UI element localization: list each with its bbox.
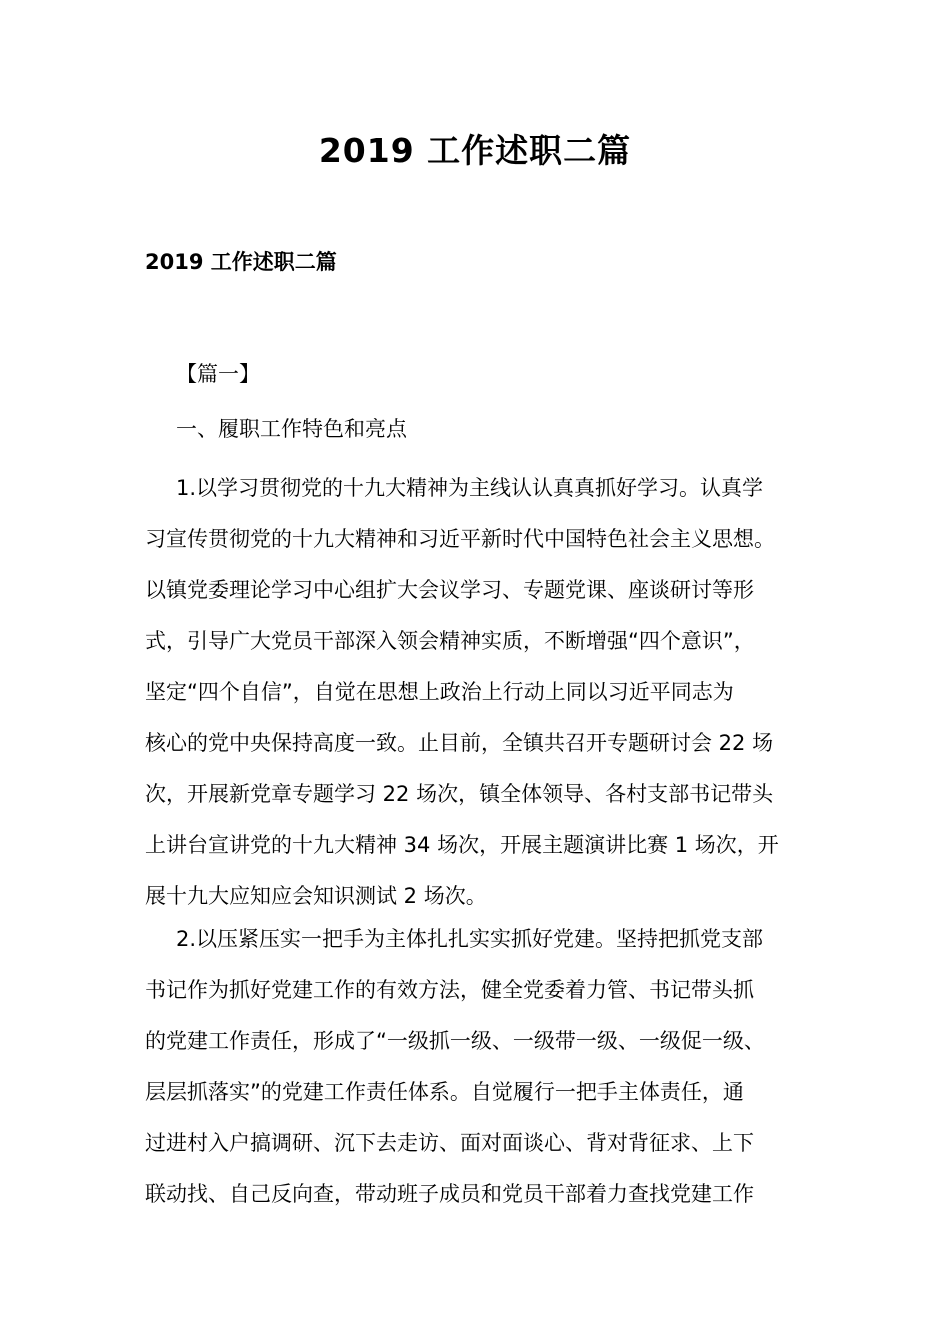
document-subtitle: 2019 工作述职二篇 <box>145 250 337 274</box>
section-label: 【篇一】 <box>176 362 260 386</box>
paragraph-line: 上讲台宣讲党的十九大精神 34 场次，开展主题演讲比赛 1 场次，开 <box>145 833 779 857</box>
paragraph-line: 层层抓落实”的党建工作责任体系。自觉履行一把手主体责任，通 <box>145 1080 744 1104</box>
paragraph-line: 书记作为抓好党建工作的有效方法，健全党委着力管、书记带头抓 <box>145 978 754 1002</box>
paragraph-line: 的党建工作责任，形成了“一级抓一级、一级带一级、一级促一级、 <box>145 1029 765 1053</box>
document-title: 2019 工作述职二篇 <box>318 131 632 170</box>
paragraph-line: 式，引导广大党员干部深入领会精神实质，不断增强“四个意识”， <box>145 629 755 653</box>
paragraph-line: 2.以压紧压实一把手为主体扎扎实实抓好党建。坚持把抓党支部 <box>176 927 764 951</box>
paragraph-1 <box>145 471 810 930</box>
paragraph-line: 坚定“四个自信”，自觉在思想上政治上行动上同以习近平同志为 <box>145 680 734 704</box>
paragraph-line: 次，开展新党章专题学习 22 场次，镇全体领导、各村支部书记带头 <box>145 782 774 806</box>
paragraph-line: 过进村入户搞调研、沉下去走访、面对面谈心、背对背征求、上下 <box>145 1131 754 1155</box>
paragraph-2 <box>145 922 810 1228</box>
paragraph-line: 以镇党委理论学习中心组扩大会议学习、专题党课、座谈研讨等形 <box>145 578 754 602</box>
paragraph-line: 习宣传贯彻党的十九大精神和习近平新时代中国特色社会主义思想。 <box>145 527 775 551</box>
paragraph-line: 联动找、自己反向查，带动班子成员和党员干部着力查找党建工作 <box>145 1182 754 1206</box>
paragraph-line: 1.以学习贯彻党的十九大精神为主线认认真真抓好学习。认真学 <box>176 476 764 500</box>
paragraph-line: 展十九大应知应会知识测试 2 场次。 <box>145 884 487 908</box>
section-heading: 一、履职工作特色和亮点 <box>176 417 407 441</box>
paragraph-line: 核心的党中央保持高度一致。止目前，全镇共召开专题研讨会 22 场 <box>145 731 774 755</box>
